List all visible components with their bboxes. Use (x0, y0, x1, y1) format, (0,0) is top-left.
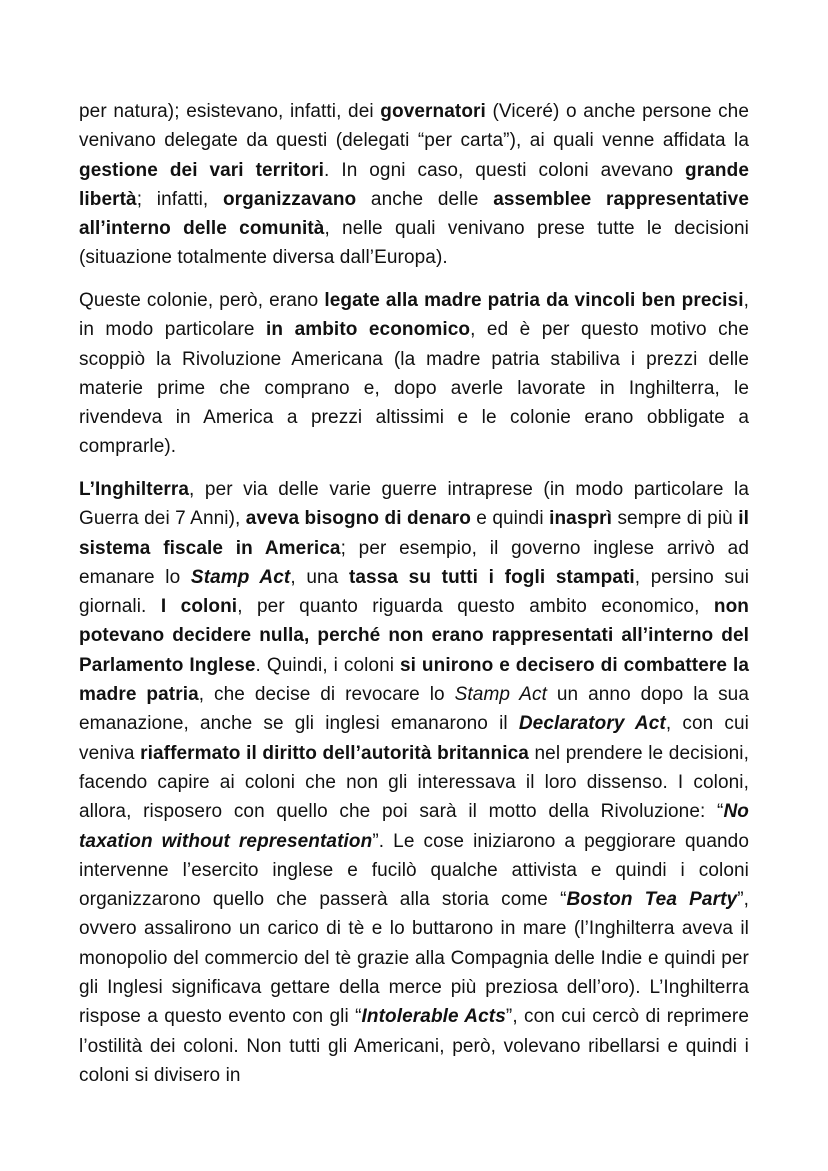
text-run: Queste colonie, però, erano (79, 290, 325, 311)
text-run: ”, con cui cercò di reprimere l’ostilità dei coloni. Non tutti gli Americani, però, volevano ribellarsi e quindi i coloni si divisero in (79, 1006, 749, 1086)
text-run: e quindi (470, 508, 550, 530)
bold-text: organizzavano (222, 188, 357, 210)
text-run: . In ogni caso, questi coloni avevano (324, 159, 686, 181)
text-run: ”, ovvero assalirono un carico di tè e lo buttarono in mare (l’Inghilterra aveva il monopolio del commercio del tè grazie alla Compagnia delle Indie e quindi per gli Inglesi significava gettare della merce più preziosa dell’oro). L’Inghilterra rispose a questo evento con gli “ (79, 889, 749, 1028)
text-run: , ed è per questo motivo che scoppiò la Rivoluzione Americana (la madre patria stabiliva i prezzi delle materie prime che comprano e, dopo averle lavorate in Inghilterra, le rivendeva in America a prezzi altissimi e le colonie erano obbligate a comprarle). (79, 319, 749, 458)
text-run: ”. Le cose iniziarono a peggiorare quando intervenne l’esercito inglese e fucilò qualche attivista e quindi i coloni organizzarono quello che passerà alla storia come “ (79, 830, 749, 911)
bold-text: assemblee rappresentative all’interno delle comunità (79, 188, 749, 240)
bold-text: si unirono e decisero di combattere la madre patria (79, 654, 749, 706)
bold-text: il sistema fiscale in America (79, 508, 749, 559)
text-run: , nelle quali venivano prese tutte le decisioni (situazione totalmente diversa dall’Europa). (79, 218, 749, 269)
text-run: . Quindi, i coloni (255, 654, 400, 676)
text-run: nel prendere le decisioni, facendo capire ai coloni che non gli interessava il loro dissenso. I coloni, allora, risposero con quello che poi sarà il motto della Rivoluzione: “ (79, 742, 749, 823)
bold-text: gestione dei vari territori (79, 159, 325, 181)
italic-text: Stamp Act (454, 684, 547, 706)
bold-italic-text: Stamp Act (190, 566, 291, 588)
text-run: , che decise di revocare lo (198, 684, 455, 706)
bold-text: governatori (380, 101, 486, 122)
bold-text: I coloni (160, 596, 238, 618)
bold-text: non potevano decidere nulla, perché non erano rappresentati all’interno del Parlamento Inglese (79, 596, 749, 676)
paragraph-1 (79, 97, 749, 273)
text-run: , una (290, 566, 349, 588)
bold-text: riaffermato il diritto dell’autorità britannica (140, 742, 529, 764)
bold-text: tassa su tutti i fogli stampati (348, 566, 635, 588)
bold-text: L’Inghilterra (79, 479, 190, 500)
text-run: ; infatti, (136, 188, 223, 210)
text-run: , per via delle varie guerre intraprese (in modo particolare la Guerra dei 7 Anni), (79, 479, 749, 530)
bold-text: legate alla madre patria da vincoli ben precisi (324, 290, 744, 311)
text-run: per natura); esistevano, infatti, dei (79, 101, 381, 122)
text-run: ; per esempio, il governo inglese arrivò ad emanare lo (79, 537, 750, 588)
text-run: , con cui veniva (79, 713, 749, 764)
bold-text: grande libertà (79, 159, 749, 210)
paragraph-2 (79, 286, 749, 462)
bold-italic-text: Boston Tea Party (566, 889, 738, 911)
text-run: anche delle (356, 188, 494, 210)
bold-italic-text: Intolerable Acts (361, 1006, 506, 1028)
paragraph-3 (79, 475, 749, 1090)
bold-italic-text: Declaratory Act (518, 713, 666, 735)
bold-text: in ambito economico (266, 319, 471, 341)
text-run: sempre di più (612, 508, 739, 530)
text-run: un anno dopo la sua emanazione, anche se gli inglesi emanarono il (79, 684, 750, 735)
text-run: (Viceré) o anche persone che venivano delegate da questi (delegati “per carta”), ai quali venne affidata la (79, 101, 750, 152)
text-run: , persino sui giornali. (79, 566, 750, 618)
bold-text: inasprì (549, 508, 613, 530)
bold-text: aveva bisogno di denaro (245, 508, 471, 530)
text-run: , in modo particolare (79, 290, 749, 341)
bold-italic-text: No taxation without representation (79, 801, 749, 852)
text-run: , per quanto riguarda questo ambito economico, (237, 596, 714, 618)
